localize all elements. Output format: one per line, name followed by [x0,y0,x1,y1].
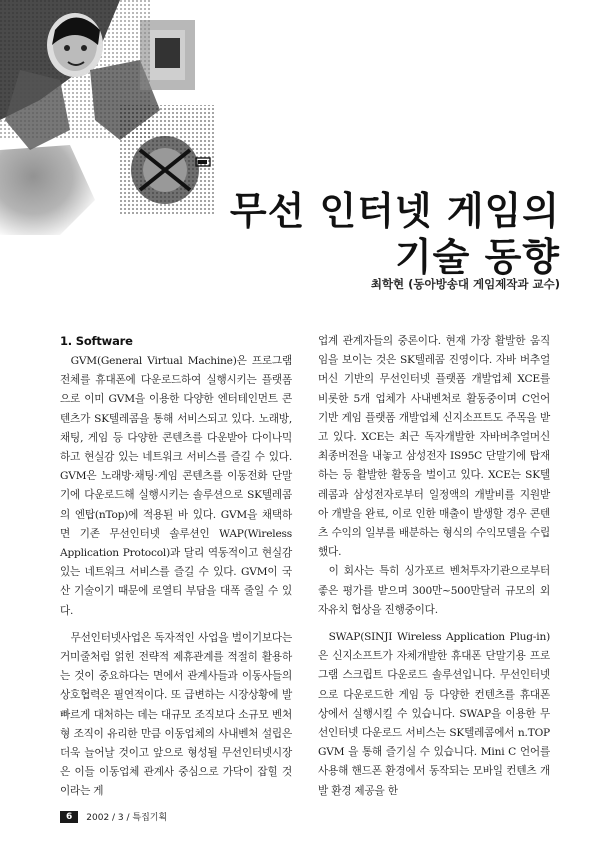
page-footer [60,810,167,823]
hero-collage-image [0,0,215,235]
article-title-line-2: 기술 동향 [394,235,560,279]
section-heading: 1. Software [60,334,133,348]
right-paragraph-3: SWAP(SINJI Wireless Application Plug-in)은 신지소프트가 자체개발한 휴대폰 단말기용 프로그램 스크립트 다운로드 솔루션입니다. 무선인터넷으로 다운로드한 게임 등 다양한 컨텐츠를 휴대폰 상에서 실행시킬 수 있습니다. SWAP을 이용한 무선인터넷 다운로드 서비스는 SK텔레콤에서 n.TOP GVM 을 통해 즐기실 수 있습니다. Mini C 언어를 사용해 핸드폰 환경에서 동작되는 모바일 컨텐츠 개발 환경 제공을 한 [318,631,550,797]
left-column [60,332,292,802]
right-paragraph-2: 이 회사는 특히 싱가포르 벤처투자기관으로부터 좋은 평가를 받으며 300만~500만달러 규모의 외자유치 협상을 진행중이다. [318,565,550,616]
left-paragraph-2: 무선인터넷사업은 독자적인 사업을 벌이기보다는 거미줄처럼 얽힌 전략적 제휴관계를 적절히 활용하는 것이 중요하다는 면에서 관계사들과 이동사들의 상호협력은 필연적이다. 또 급변하는 시장상황에 발빠르게 대처하는 데는 대규모 조직보다 소규모 벤처형 조직이 유리한 만큼 이동업체의 사내벤처 설립은 더욱 늘어날 것이고 앞으로 형성될 무선인터넷시장은 이들 이동업체 관계사 중심으로 가닥이 잡힐 것이라는 게 [60,631,292,798]
issue-label: 2002 / 3 / 특집기획 [86,813,168,823]
left-paragraph-1: GVM(General Virtual Machine)은 프로그램 전체를 휴대폰에 다운로드하여 실행시키는 플랫폼으로 이미 GVM을 이용한 다양한 엔터테인먼트 콘텐츠가 SK텔레콤을 통해 서비스되고 있다. 노래방, 채팅, 게임 등 다양한 콘텐츠를 다운받아 다이나믹하고 현실감 있는 네트워크 서비스를 즐길 수 있다. GVM은 노래방·채팅·게임 콘텐츠를 이동전화 단말기에 다운로드해 실행시키는 솔루션으로 SK텔레콤의 엔탑(nTop)에 적용된 바 있다. GVM을 채택하면 기존 무선인터넷 솔루션인 WAP(Wireless Application Protocol)과 달리 역동적이고 현실감 있는 네트워크 서비스를 즐길 수 있다. GVM이 국산 기술이기 때문에 로열티 부담을 대폭 줄일 수 있다. [60,355,292,617]
right-column [318,332,550,801]
article-title [230,188,560,280]
page-number: 6 [60,811,78,823]
right-paragraph-1: 업계 관계자들의 중론이다. 현재 가장 활발한 움직임을 보이는 것은 SK텔레콤 진영이다. 자바 버추얼머신 기반의 무선인터넷 플랫폼 개발업체 XCE를 비롯한 5개 업체가 사내벤처로 활동중이며 C언어 기반 게임 플랫폼 개발업체 신지소프트도 주목을 받고 있다. XCE는 최근 독자개발한 자바버추얼머신 최종버전을 내놓고 삼성전자 IS95C 단말기에 탑재하는 등 활발한 활동을 벌이고 있다. XCE는 SK텔레콤과 삼성전자로부터 일정액의 개발비를 지원받아 개발을 완료, 이로 인한 매출이 발생할 경우 콘텐츠 수익의 일부를 배분하는 형식의 수익모델을 수립했다. [318,335,550,559]
article-title-line-1: 무선 인터넷 게임의 [229,189,560,233]
author-byline: 최학현 (동아방송대 게임제작과 교수) [370,277,560,291]
